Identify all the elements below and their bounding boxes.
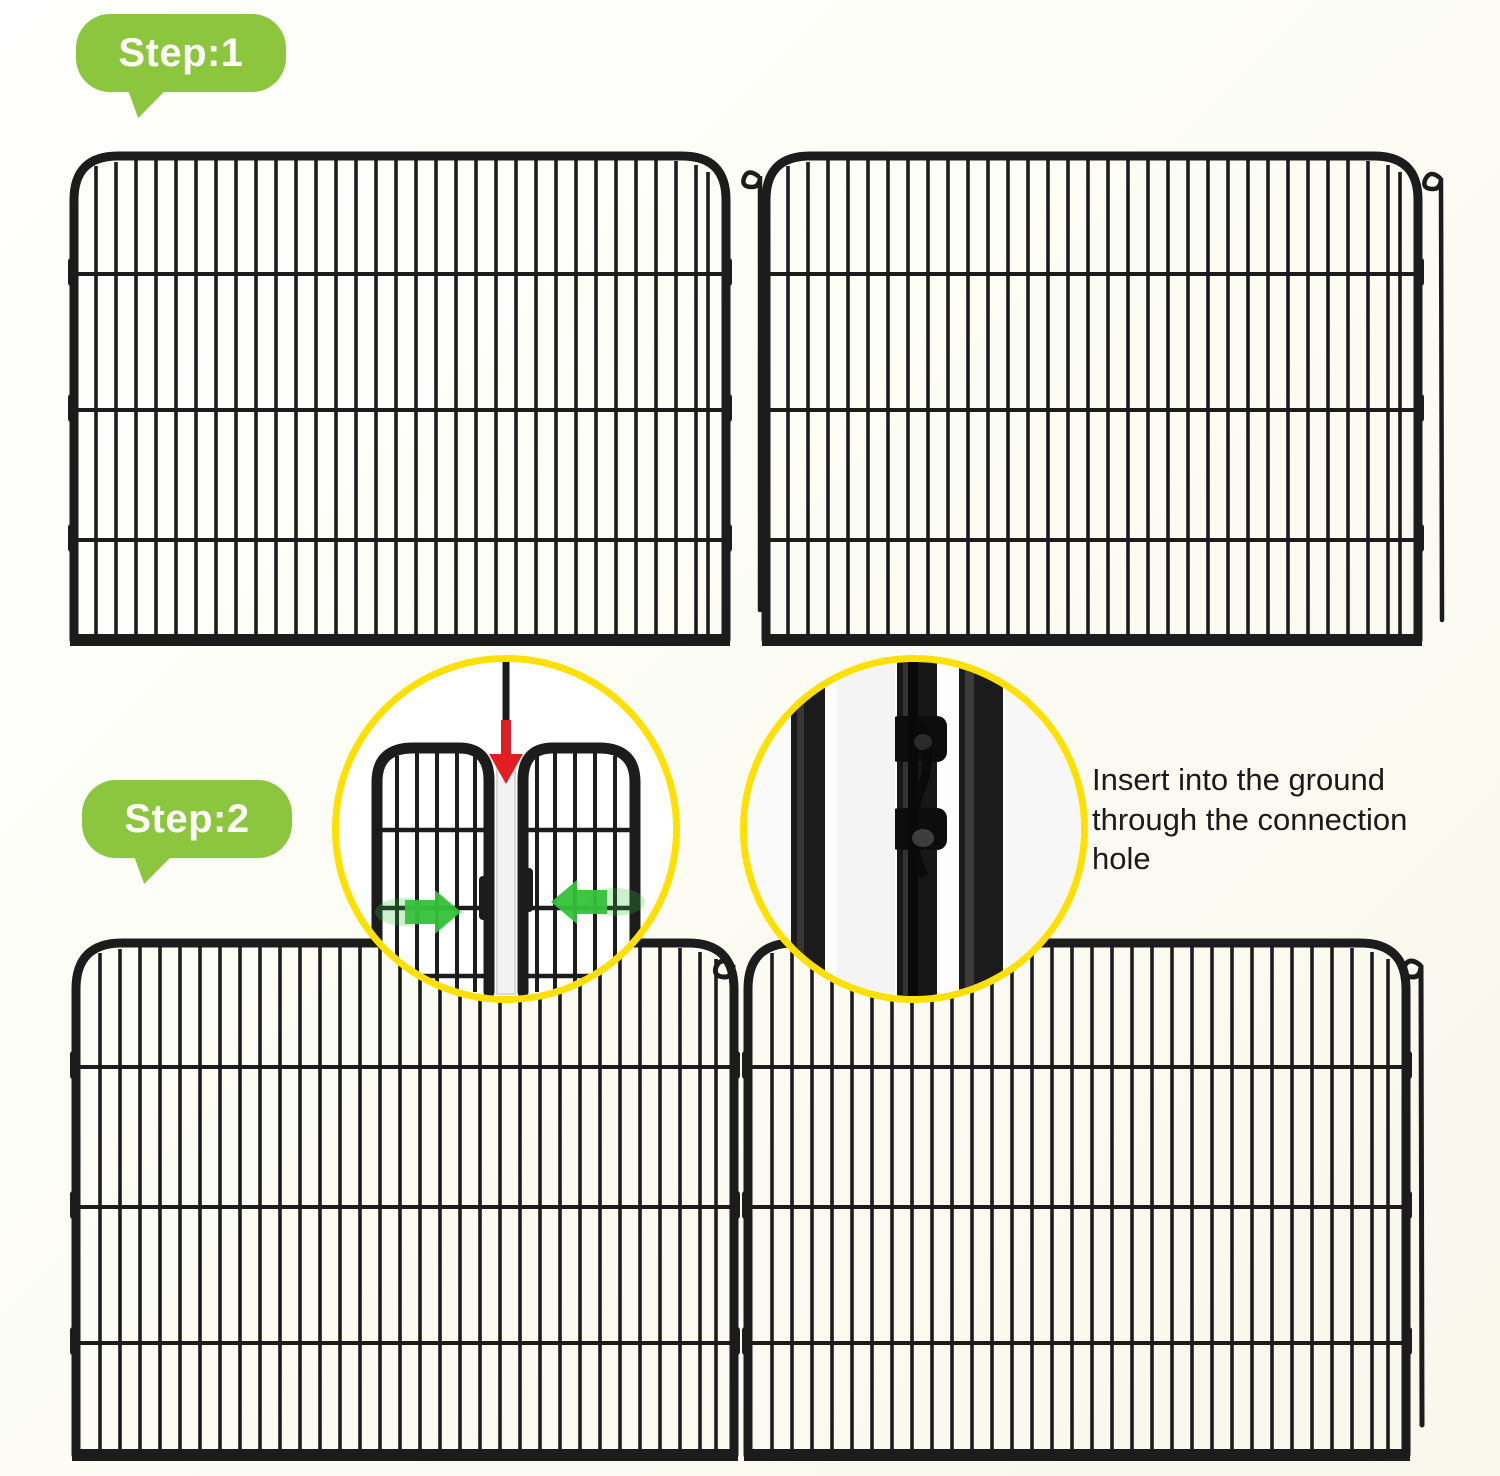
ground-stake-icon <box>1424 174 1442 620</box>
connector-clip <box>1402 1191 1412 1219</box>
connector-clip <box>742 1051 752 1079</box>
connector-clip <box>722 258 732 286</box>
instruction-text <box>1092 760 1472 879</box>
connector-clip <box>742 1191 752 1219</box>
fence-panel-step2-right <box>726 925 1426 1465</box>
connector-clip <box>68 394 78 422</box>
connector-clip <box>742 1327 752 1355</box>
fence-panel-step2-left <box>62 925 752 1465</box>
connector-clip <box>1414 394 1424 422</box>
connector-clip <box>1414 524 1424 552</box>
fence-panel-step1-left <box>60 140 740 650</box>
instruction-line-1: Insert into the ground <box>1092 762 1385 797</box>
connector-clip <box>722 524 732 552</box>
connector-clip <box>722 394 732 422</box>
connector-clip <box>479 876 493 920</box>
connector-clip <box>1402 1051 1412 1079</box>
ground-stake-icon <box>743 172 760 610</box>
panel-connection-detail <box>332 655 680 1003</box>
instruction-line-2: through the connection <box>1092 801 1408 837</box>
callout-step-2 <box>82 780 292 858</box>
connector-clip <box>519 868 533 912</box>
connector-clip <box>70 1051 80 1079</box>
callout-tail-icon <box>128 850 178 884</box>
callout-tail-icon <box>122 84 172 118</box>
callout-step-1-label: Step:1 <box>118 30 244 75</box>
connector-clip <box>68 258 78 286</box>
callout-step-1 <box>76 14 286 92</box>
callout-step-2-label: Step:2 <box>124 796 250 841</box>
connector-clip <box>70 1191 80 1219</box>
connector-clip <box>68 524 78 552</box>
ground-stake-detail <box>740 655 1088 1003</box>
fence-panel-step1-right <box>752 140 1452 650</box>
connector-clip <box>1402 1327 1412 1355</box>
instruction-line-3: hole <box>1092 841 1151 877</box>
connector-clip <box>70 1327 80 1355</box>
connector-clip <box>1414 258 1424 286</box>
